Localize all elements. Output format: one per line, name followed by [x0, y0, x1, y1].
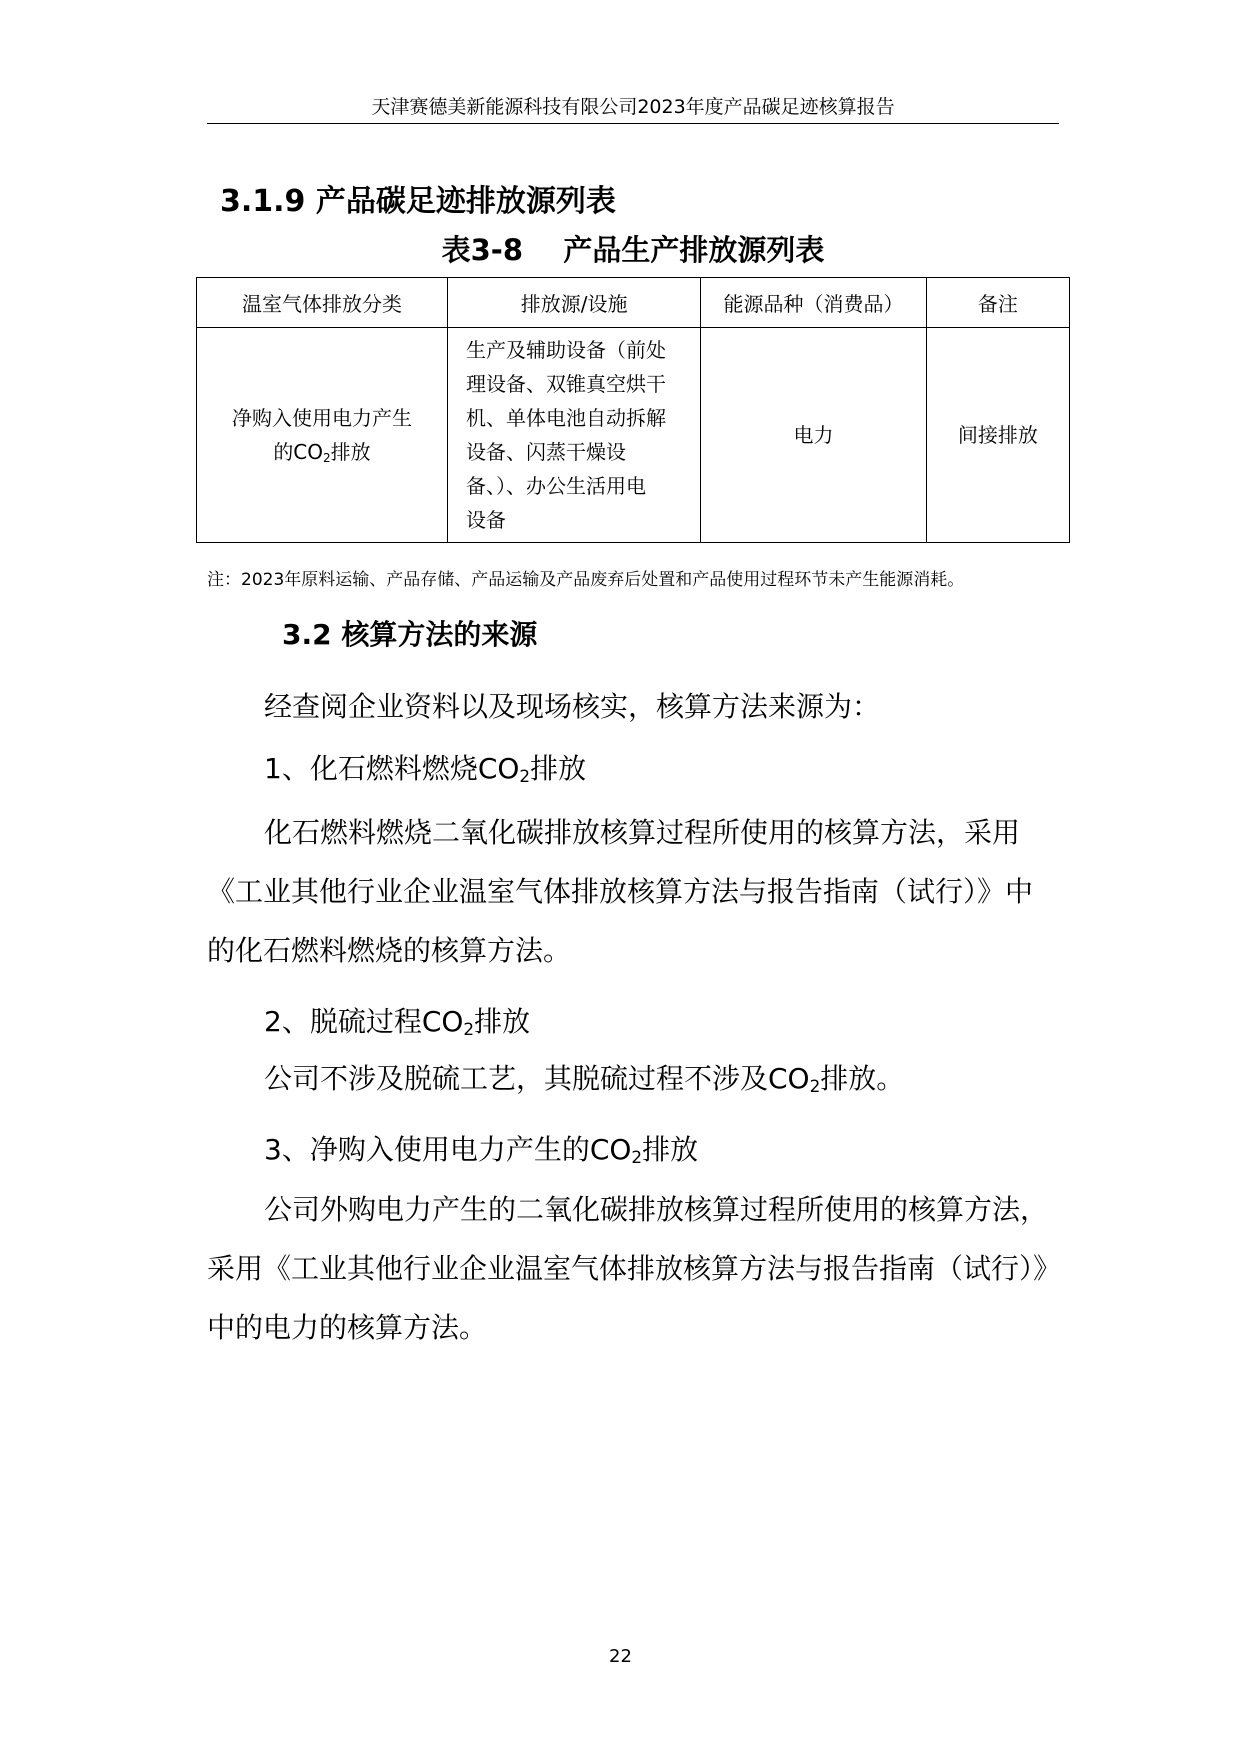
header-divider	[207, 123, 1059, 124]
table-header-row	[197, 278, 1070, 328]
table-title: 表3-8 产品生产排放源列表	[441, 233, 825, 267]
item-1-heading	[264, 739, 586, 798]
header-remark: 备注	[926, 278, 1069, 328]
header-energy: 能源品种（消费品）	[701, 278, 926, 328]
item-2-body-pre: 公司不涉及脱硫工艺，其脱硫过程不涉及CO	[264, 1062, 810, 1095]
cell-source	[448, 328, 701, 543]
item-3-body	[207, 1180, 1067, 1357]
cell-category	[197, 328, 448, 543]
source-line: 设备	[466, 508, 506, 532]
item-1-post: 排放	[530, 752, 587, 785]
category-sub: 2	[323, 451, 331, 465]
emission-source-table	[196, 277, 1070, 543]
item-3-post: 排放	[642, 1133, 699, 1166]
table-note: 注：2023年原料运输、产品存储、产品运输及产品废弃后处置和产品使用过程环节未产生能源消耗。	[207, 570, 965, 590]
item-2-body-sub: 2	[809, 1076, 821, 1097]
paragraph-intro: 经查阅企业资料以及现场核实，核算方法来源为：	[264, 690, 881, 723]
item-1-body	[207, 803, 1059, 980]
item-2-body	[264, 1049, 904, 1108]
item-2-pre: 2、脱硫过程CO	[264, 1005, 464, 1038]
item-3-sub: 2	[631, 1147, 643, 1168]
item-3-pre: 3、净购入使用电力产生的CO	[264, 1133, 632, 1166]
item-1-body-text: 化石燃料燃烧二氧化碳排放核算过程所使用的核算方法，采用《工业其他行业企业温室气体排放核算方法与报告指南（试行）》中的化石燃料燃烧的核算方法。	[207, 816, 1034, 967]
item-2-body-post: 排放。	[820, 1062, 905, 1095]
category-post: 排放	[330, 440, 371, 464]
source-line: 设备、闪蒸干燥设	[466, 440, 626, 464]
subsection-title: 3.2 核算方法的来源	[282, 618, 538, 651]
category-pre: 的CO	[273, 440, 324, 464]
item-2-sub: 2	[463, 1019, 475, 1040]
source-line: 生产及辅助设备（前处	[466, 338, 666, 362]
cell-remark: 间接排放	[926, 328, 1069, 543]
table-row	[197, 328, 1070, 543]
item-3-body-text: 公司外购电力产生的二氧化碳排放核算过程所使用的核算方法，采用《工业其他行业企业温室气体排放核算方法与报告指南（试行）》中的电力的核算方法。	[207, 1193, 1062, 1344]
header-category: 温室气体排放分类	[197, 278, 448, 328]
source-line: 备、）、办公生活用电	[466, 474, 646, 498]
page-number: 22	[609, 1646, 632, 1667]
item-3-heading	[264, 1120, 698, 1179]
item-2-post: 排放	[474, 1005, 531, 1038]
header-source: 排放源/设施	[448, 278, 701, 328]
category-line1: 净购入使用电力产生	[232, 406, 412, 430]
source-line: 理设备、双锥真空烘干	[466, 372, 666, 396]
item-1-pre: 1、化石燃料燃烧CO	[264, 752, 520, 785]
source-line: 机、单体电池自动拆解	[466, 406, 666, 430]
section-title: 3.1.9 产品碳足迹排放源列表	[220, 184, 616, 219]
cell-energy: 电力	[701, 328, 926, 543]
page-header: 天津赛德美新能源科技有限公司2023年度产品碳足迹核算报告	[371, 96, 895, 118]
item-1-sub: 2	[519, 766, 531, 787]
item-2-heading	[264, 992, 530, 1051]
